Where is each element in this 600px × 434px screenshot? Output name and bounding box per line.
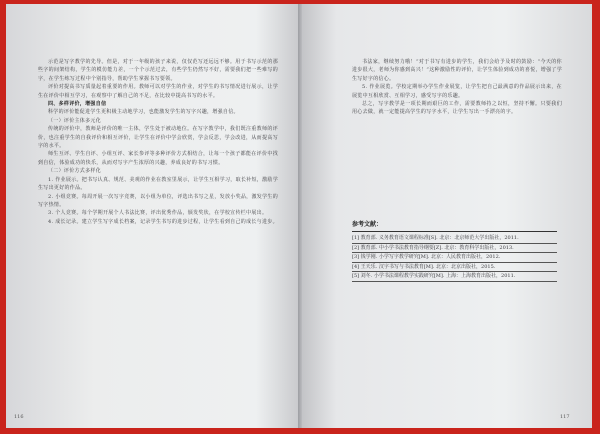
reference-item: [4] 王天乐. 汉字书写与书法教育[M]. 北京：北京出版社，2015. (352, 263, 557, 273)
body-paragraph: 传统的评价中，教师是评价的唯一主体，学生处于被动地位。在写字教学中，我们既注重教师的评价，也注重学生的自我评价和相互评价，让学生在评价中学会欣赏，学会反思，学会改进，从而提高写字的水平。 (38, 126, 278, 150)
body-paragraph: 书法家，继续努力哦！”对于书写有进步的学生，我们会给予及时的鼓励：“今天的你进步很大，老师为你感到高兴！”这种激励性的评价，让学生体验到成功的喜悦，增强了学生写好字的信心。 (352, 59, 562, 82)
body-paragraph: 1. 作业展示。把书写认真、规范、美观的作业在教室里展示，让学生互相学习，取长补短，激励学生写出更好的作品。 (38, 176, 278, 192)
right-page-number: 117 (560, 414, 570, 420)
right-page-body (352, 58, 562, 117)
body-paragraph: 科学的评价能促进学生更积极主动地学习，也能激发学生的写字兴趣，增强自信。 (48, 109, 239, 116)
left-page (6, 4, 300, 428)
references-list (352, 234, 557, 282)
body-paragraph: （二）评价方式多样化 (48, 168, 102, 175)
body-paragraph: 评价对提高书写质量起着重要的作用。教师可以对学生的作业，对学生的书写情况进行展示，让学生在评价中相互学习，在观察中了解自己的不足，在比较中提高书写的水平。 (38, 84, 278, 99)
body-paragraph: 总之，写字教学是一项长期而艰巨的工作，需要教师持之以恒，坚持不懈。只要我们用心去做，就一定能提高学生的写字水平，让学生写出一手漂亮的字。 (352, 101, 562, 116)
references-section (352, 219, 557, 282)
references-rule (352, 231, 557, 232)
book-spread (6, 4, 592, 428)
left-page-number: 116 (14, 414, 24, 420)
body-paragraph: 师生互评、学生自评、小组互评、家长参评等多种评价方式相结合，让每一个孩子都能在评价中找到自信，体验成功的快乐，从而对写字产生浓厚的兴趣，养成良好的书写习惯。 (38, 151, 278, 166)
reference-item: [1] 教育部. 义务教育语文课程标准[S]. 北京：北京师范大学出版社，2011. (352, 234, 557, 244)
body-paragraph: 4. 成长记录。建立学生写字成长档案，记录学生书写的进步过程，让学生看到自己的成长与进步。 (48, 218, 278, 225)
body-paragraph: 3. 个人竞赛。每个学期开展个人书法比赛，评出优秀作品，颁发奖状，在学校宣传栏中展出。 (48, 210, 268, 217)
references-title: 参考文献： (352, 221, 383, 228)
body-paragraph: 2. 小组竞赛。每周开展一次写字竞赛，以小组为单位，评选出书写之星，发放小奖品，激发学生的写字热情。 (38, 193, 278, 208)
body-paragraph: 示范是写字教学的先导。但是，对于一年级的孩子来说，仅仅范写还远远不够。用于书写示范的那些字的间架结构，学生的模仿能力差，一个个示范过去，有些学生仍然写不好，需要我们把一些难写的字，在学生练写过程中个别指导，帮助学生掌握书写要领。 (38, 59, 278, 82)
right-page (302, 4, 592, 428)
body-paragraph: （一）评价主体多元化 (48, 117, 102, 124)
reference-item: [5] 刘冬. 小学书法课程教学实践研究[M]. 上海：上海教育出版社，2011. (352, 272, 557, 282)
section-heading: 四、多样评价，增强自信 (48, 101, 107, 108)
body-paragraph: 5. 作业展览。学校定期举办学生作业展览，让学生把自己最满意的作品展示出来，在展览中互相欣赏、互相学习，感受写字的乐趣。 (352, 84, 562, 99)
reference-item: [2] 教育部. 中小学书法教育指导纲要[Z]. 北京：教育科学出版社，2013. (352, 244, 557, 254)
reference-item: [3] 钱学刚. 小学写字教学研究[M]. 北京：人民教育出版社，2012. (352, 253, 557, 263)
left-page-body (38, 58, 278, 226)
